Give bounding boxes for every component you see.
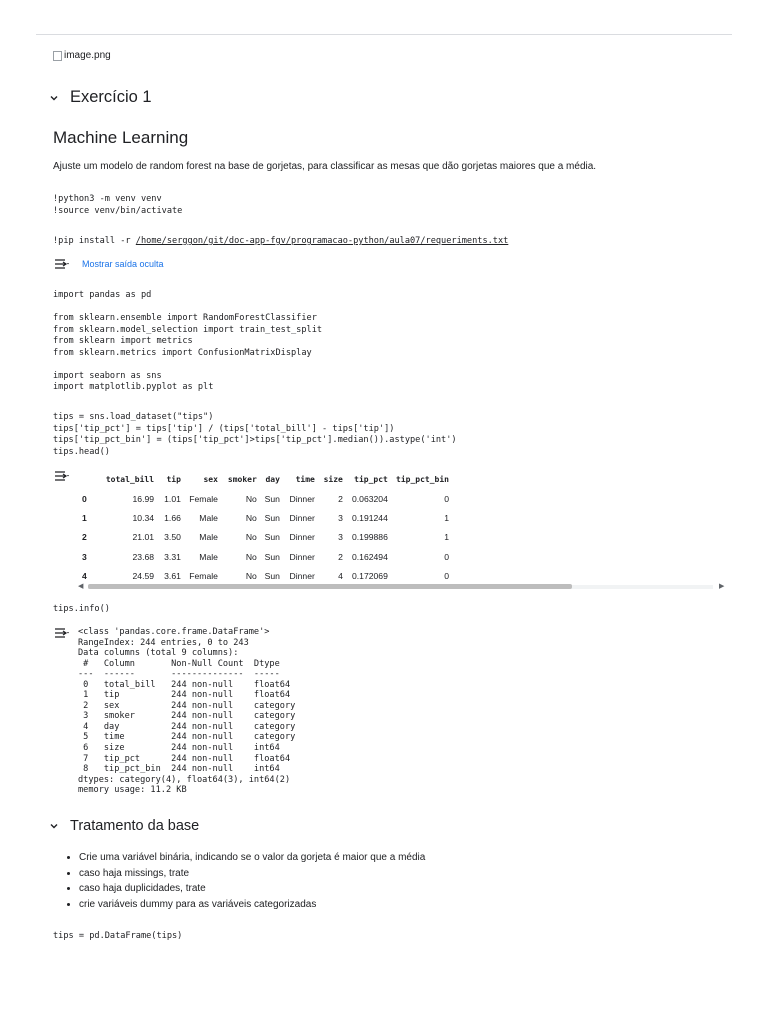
table-cell: No xyxy=(245,512,257,523)
output-toggle-icon[interactable] xyxy=(54,470,70,482)
pip-command: !pip install -r xyxy=(53,236,136,246)
broken-image xyxy=(53,50,111,61)
scrollbar-thumb[interactable] xyxy=(88,584,572,589)
hidden-output-row xyxy=(54,258,164,270)
col-header: smoker xyxy=(227,475,257,484)
code-cell-dataframe[interactable]: tips = pd.DataFrame(tips) xyxy=(53,931,183,941)
table-row xyxy=(82,508,449,527)
table-cell: Dinner xyxy=(289,493,315,504)
table-cell: 3.50 xyxy=(164,532,181,543)
task-list xyxy=(53,850,425,912)
table-cell: 24.59 xyxy=(132,570,155,581)
col-header-index xyxy=(82,470,106,489)
table-row xyxy=(82,547,449,566)
table-cell: 3.31 xyxy=(164,551,181,562)
table-cell: Sun xyxy=(264,532,280,543)
col-header: day xyxy=(265,475,280,484)
col-header: time xyxy=(295,475,315,484)
row-index: 1 xyxy=(82,512,87,523)
code-cell-venv[interactable]: !python3 -m venv venv !source venv/bin/activate xyxy=(53,194,183,216)
table-cell: Female xyxy=(189,493,218,504)
table-cell: Dinner xyxy=(289,570,315,581)
col-header: tip_pct xyxy=(354,475,388,484)
table-header-row xyxy=(82,470,449,489)
subtitle: Machine Learning xyxy=(53,128,189,147)
row-index: 4 xyxy=(82,570,87,581)
list-item: • caso haja duplicidades, trate xyxy=(79,881,425,897)
output-toggle-icon[interactable] xyxy=(54,258,70,270)
row-index: 0 xyxy=(82,493,87,504)
table-cell: 1 xyxy=(444,512,449,523)
table-cell: No xyxy=(245,551,257,562)
table-cell: Dinner xyxy=(289,512,315,523)
section-title: Exercício 1 xyxy=(70,88,152,106)
table-cell: 0.172069 xyxy=(352,570,388,581)
table-cell: Female xyxy=(189,570,218,581)
table-cell: Sun xyxy=(264,493,280,504)
description: Ajuste um modelo de random forest na base de gorjetas, para classificar as mesas que dão gorjetas maiores que a média. xyxy=(53,161,597,172)
table-cell: 3.61 xyxy=(164,570,181,581)
table-cell: 21.01 xyxy=(132,532,155,543)
table-cell: No xyxy=(245,493,257,504)
chevron-down-icon[interactable] xyxy=(48,92,60,104)
show-hidden-output-link[interactable]: Mostrar saída oculta xyxy=(82,259,164,269)
list-item: • crie variáveis dummy para as variáveis categorizadas xyxy=(79,897,425,913)
section-heading-exercicio[interactable] xyxy=(48,88,152,107)
col-header: sex xyxy=(203,475,218,484)
list-item: • Crie uma variável binária, indicando se o valor da gorjeta é maior que a média xyxy=(79,850,425,866)
col-header: total_bill xyxy=(105,475,155,484)
table-cell: 0 xyxy=(444,551,449,562)
code-cell-pip[interactable] xyxy=(53,236,508,248)
table-cell: Sun xyxy=(264,570,280,581)
table-row xyxy=(82,489,449,508)
col-header: size xyxy=(323,475,343,484)
table-cell: 16.99 xyxy=(132,493,155,504)
table-cell: Dinner xyxy=(289,551,315,562)
table-cell: 0.199886 xyxy=(352,532,388,543)
table-cell: 3 xyxy=(338,532,343,543)
output-toggle-icon[interactable] xyxy=(54,627,70,639)
table-cell: 0.162494 xyxy=(352,551,388,562)
table-cell: 2 xyxy=(338,551,343,562)
top-divider xyxy=(36,34,732,35)
table-cell: 0.191244 xyxy=(352,512,388,523)
scroll-left-icon[interactable]: ◀ xyxy=(78,583,84,590)
table-row xyxy=(82,528,449,547)
table-cell: 10.34 xyxy=(132,512,155,523)
table-cell: Male xyxy=(199,551,218,562)
broken-image-icon xyxy=(53,51,62,61)
scroll-right-icon[interactable]: ▶ xyxy=(719,583,725,590)
table-cell: Sun xyxy=(264,551,280,562)
code-cell-imports[interactable]: import pandas as pd from sklearn.ensemble import RandomForestClassifier from sklearn.model_selection import train_test_split from sklearn import metrics from sklearn.metrics import ConfusionMatrixDisplay import seaborn as sns import matplotlib.pyplot as plt xyxy=(53,290,323,392)
pip-path-link[interactable]: /home/serggon/git/doc-app-fgv/programacao-python/aula07/requeriments.txt xyxy=(135,236,509,246)
table-cell: 1.01 xyxy=(164,493,181,504)
table-cell: Male xyxy=(199,512,218,523)
section-heading-tratamento[interactable] xyxy=(48,818,199,834)
chevron-down-icon[interactable] xyxy=(48,820,60,832)
info-output: <class 'pandas.core.frame.DataFrame'> RangeIndex: 244 entries, 0 to 243 Data columns (total 9 columns): # Column Non-Null Count Dtype --- ------ -------------- ----- 0 total_bill 244 non-null float64 1 tip 244 non-null float64 2 sex 244 non-null category 3 smoker 244 non-null category 4 day 244 non-null category 5 time 244 non-null category 6 size 244 non-null int64 7 tip_pct 244 non-null float64 8 tip_pct_bin 244 non-null int64 dtypes: category(4), float64(3), int64(2) memory usage: 11.2 KB xyxy=(78,627,296,796)
table-cell: 0 xyxy=(444,570,449,581)
table-cell: Sun xyxy=(264,512,280,523)
table-cell: 3 xyxy=(338,512,343,523)
col-header: tip_pct_bin xyxy=(396,475,449,484)
code-cell-tips[interactable]: tips = sns.load_dataset("tips") tips['tip_pct'] = tips['tip'] / (tips['total_bill'] - tips['tip']) tips['tip_pct_bin'] = (tips['tip_pct']>tips['tip_pct'].median()).astype('int') tips.head() xyxy=(53,412,457,457)
col-header: tip xyxy=(166,475,181,484)
table-cell: 0.063204 xyxy=(352,493,388,504)
horizontal-scrollbar[interactable] xyxy=(78,582,725,591)
list-item: • caso haja missings, trate xyxy=(79,866,425,882)
code-cell-info[interactable]: tips.info() xyxy=(53,604,110,614)
row-index: 3 xyxy=(82,551,87,562)
table-cell: No xyxy=(245,532,257,543)
row-index: 2 xyxy=(82,532,87,543)
table-cell: Male xyxy=(199,532,218,543)
table-cell: No xyxy=(245,570,257,581)
broken-image-alt: image.png xyxy=(64,50,111,61)
table-cell: 0 xyxy=(444,493,449,504)
dataframe-table xyxy=(82,470,449,585)
section-title: Tratamento da base xyxy=(70,818,200,834)
table-cell: 23.68 xyxy=(132,551,155,562)
table-cell: 2 xyxy=(338,493,343,504)
table-cell: 4 xyxy=(338,570,343,581)
table-cell: Dinner xyxy=(289,532,315,543)
table-cell: 1 xyxy=(444,532,449,543)
table-cell: 1.66 xyxy=(164,512,181,523)
